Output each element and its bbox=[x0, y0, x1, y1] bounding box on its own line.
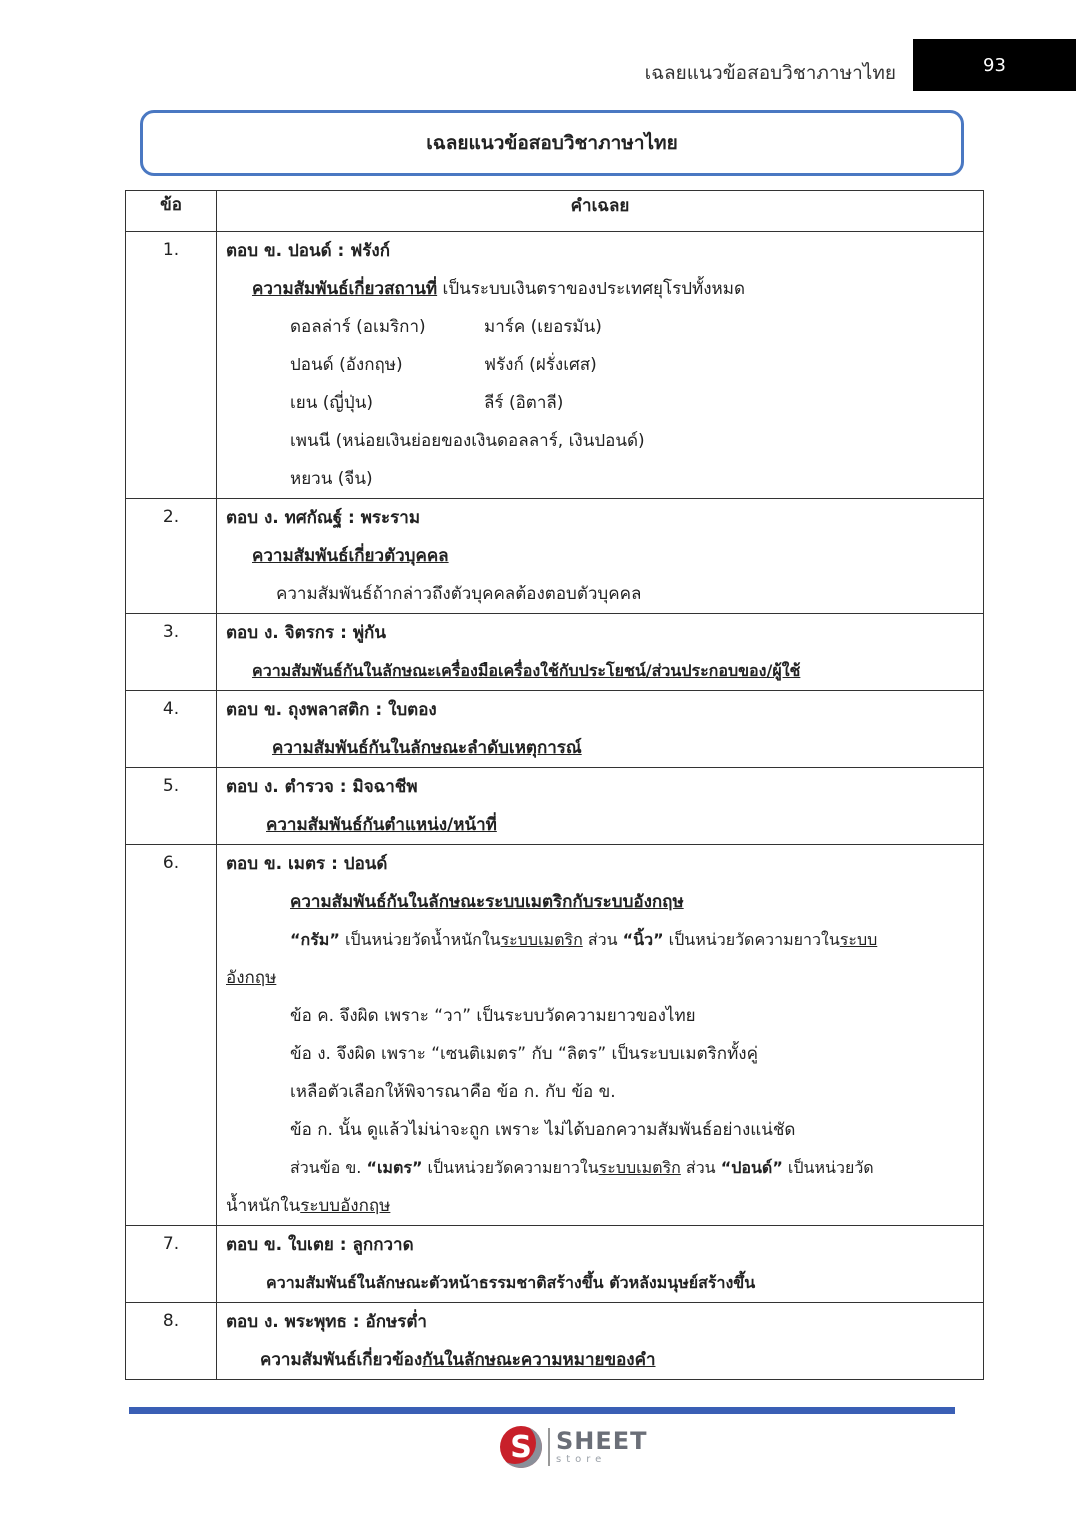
explanation-text: ระบบ bbox=[839, 930, 878, 949]
answer-line: ตอบ ข. ใบเตย : ลูกกวาด bbox=[226, 1235, 414, 1255]
explanation-text: เป็นหน่วยวัด bbox=[782, 1158, 874, 1177]
table-row bbox=[126, 1226, 984, 1303]
currency-item: ลีร์ (อิตาลี) bbox=[484, 393, 564, 413]
explanation-text: ระบบอังกฤษ bbox=[300, 1196, 391, 1216]
term-inch: “นิ้ว” bbox=[622, 930, 664, 949]
table-row bbox=[126, 845, 984, 1226]
explanation-line bbox=[226, 1149, 975, 1187]
currency-item: เพนนี (หน่อยเงินย่อยของเงินดอลลาร์, เงินปอนด์) bbox=[290, 431, 645, 451]
relation-label: ความสัมพันธ์ในลักษณะตัวหน้าธรรมชาติสร้างขึ้น ตัวหลังมนุษย์สร้างขึ้น bbox=[266, 1273, 756, 1292]
answer-line: ตอบ ง. ทศกัณฐ์ : พระราม bbox=[226, 508, 421, 528]
row-answer bbox=[217, 1303, 984, 1380]
page-number: 93 bbox=[913, 39, 1076, 91]
answer-line: ตอบ ง. ตำรวจ : มิจฉาชีพ bbox=[226, 777, 418, 797]
row-answer bbox=[217, 1226, 984, 1303]
note-line: ความสัมพันธ์ถ้ากล่าวถึงตัวบุคคลต้องตอบตัวบุคคล bbox=[276, 584, 642, 604]
table-row bbox=[126, 614, 984, 691]
row-number: 5. bbox=[126, 768, 217, 845]
table-header-row bbox=[126, 191, 984, 232]
row-number: 4. bbox=[126, 691, 217, 768]
term-meter: “เมตร” bbox=[366, 1158, 423, 1177]
relation-label: ความสัมพันธ์กันในลักษณะเครื่องมือเครื่องใช้กับประโยชน์/ส่วนประกอบของ/ผู้ใช้ bbox=[252, 661, 801, 680]
relation-label: ความสัมพันธ์เกี่ยวสถานที่ bbox=[252, 279, 438, 299]
explanation-line: ข้อ ง. จึงผิด เพราะ “เซนติเมตร” กับ “ลิตร” เป็นระบบเมตริกทั้งคู่ bbox=[290, 1044, 758, 1064]
footer-bar bbox=[129, 1407, 955, 1414]
table-row bbox=[126, 1303, 984, 1380]
explanation-line: ข้อ ก. นั้น ดูแล้วไม่น่าจะถูก เพราะ ไม่ได้บอกความสัมพันธ์อย่างแน่ชัด bbox=[290, 1120, 796, 1140]
explanation-text: ระบบเมตริก bbox=[598, 1158, 681, 1177]
explanation-text: ส่วน bbox=[680, 1158, 721, 1177]
answer-line: ตอบ ข. ปอนด์ : ฟรังก์ bbox=[226, 241, 391, 261]
title-text: เฉลยแนวข้อสอบวิชาภาษาไทย bbox=[426, 132, 678, 154]
row-answer bbox=[217, 768, 984, 845]
relation-label: ความสัมพันธ์กันในลักษณะลำดับเหตุการณ์ bbox=[272, 738, 582, 758]
header-title: เฉลยแนวข้อสอบวิชาภาษาไทย bbox=[644, 62, 896, 84]
row-number: 3. bbox=[126, 614, 217, 691]
currency-pair bbox=[226, 308, 975, 346]
answer-line: ตอบ ข. เมตร : ปอนด์ bbox=[226, 854, 388, 874]
explanation-line bbox=[226, 921, 975, 959]
relation-text: เป็นระบบเงินตราของประเทศยุโรปทั้งหมด bbox=[437, 279, 745, 299]
relation-text: กันในลักษณะความหมายของคำ bbox=[422, 1350, 656, 1370]
currency-item: เยน (ญี่ปุ่น) bbox=[290, 393, 373, 413]
explanation-text: เป็นหน่วยวัดความยาวใน bbox=[663, 930, 840, 949]
relation-label: ความสัมพันธ์เกี่ยวตัวบุคคล bbox=[252, 546, 449, 566]
explanation-line: อังกฤษ bbox=[226, 968, 277, 988]
currency-pair bbox=[226, 384, 975, 422]
relation-label bbox=[226, 1341, 975, 1379]
logo-icon: S bbox=[500, 1426, 542, 1468]
row-answer bbox=[217, 691, 984, 768]
sheet-store-logo bbox=[500, 1426, 648, 1468]
currency-pair bbox=[226, 346, 975, 384]
table-row bbox=[126, 691, 984, 768]
table-row bbox=[126, 768, 984, 845]
currency-item: มาร์ค (เยอรมัน) bbox=[484, 317, 602, 337]
explanation-text: เป็นหน่วยวัดความยาวใน bbox=[422, 1158, 599, 1177]
row-answer bbox=[217, 232, 984, 499]
currency-item: หยวน (จีน) bbox=[290, 469, 373, 489]
table-row bbox=[126, 499, 984, 614]
explanation-text: ส่วนข้อ ข. bbox=[290, 1158, 367, 1177]
title-box bbox=[140, 110, 964, 176]
relation-line bbox=[226, 270, 975, 308]
row-number: 6. bbox=[126, 845, 217, 1226]
row-number: 2. bbox=[126, 499, 217, 614]
logo-brand-sub: store bbox=[556, 1454, 607, 1465]
logo-divider bbox=[548, 1428, 550, 1466]
table-row bbox=[126, 232, 984, 499]
explanation-line: เหลือตัวเลือกให้พิจารณาคือ ข้อ ก. กับ ข้อ ข. bbox=[290, 1082, 616, 1102]
answer-line: ตอบ ง. พระพุทธ : อักษรต่ำ bbox=[226, 1312, 427, 1332]
explanation-line bbox=[226, 1187, 975, 1225]
row-answer bbox=[217, 499, 984, 614]
row-answer bbox=[217, 845, 984, 1226]
relation-text: ความสัมพันธ์เกี่ยวข้อง bbox=[260, 1350, 423, 1370]
row-number: 1. bbox=[126, 232, 217, 499]
term-pound: “ปอนด์” bbox=[720, 1158, 783, 1177]
explanation-text: น้ำหนักใน bbox=[226, 1196, 301, 1216]
answer-table bbox=[125, 190, 984, 1380]
col-header-answer: คำเฉลย bbox=[217, 191, 984, 232]
relation-label: ความสัมพันธ์กันตำแหน่ง/หน้าที่ bbox=[266, 815, 497, 835]
row-number: 8. bbox=[126, 1303, 217, 1380]
row-answer bbox=[217, 614, 984, 691]
answer-line: ตอบ ง. จิตรกร : พู่กัน bbox=[226, 623, 386, 643]
row-number: 7. bbox=[126, 1226, 217, 1303]
logo-text bbox=[556, 1429, 648, 1465]
col-header-number: ข้อ bbox=[126, 191, 217, 232]
relation-label: ความสัมพันธ์กันในลักษณะระบบเมตริกกับระบบอังกฤษ bbox=[290, 892, 684, 912]
currency-item: ปอนด์ (อังกฤษ) bbox=[290, 355, 403, 375]
term-gram: “กรัม” bbox=[290, 930, 340, 949]
answer-line: ตอบ ข. ถุงพลาสติก : ใบตอง bbox=[226, 700, 437, 720]
currency-item: ฟรังก์ (ฝรั่งเศส) bbox=[484, 355, 597, 375]
explanation-text: ส่วน bbox=[582, 930, 623, 949]
logo-brand: SHEET bbox=[556, 1427, 648, 1455]
explanation-text: เป็นหน่วยวัดน้ำหนักใน bbox=[339, 930, 501, 949]
explanation-line: ข้อ ค. จึงผิด เพราะ “วา” เป็นระบบวัดความยาวของไทย bbox=[290, 1006, 696, 1026]
explanation-text: ระบบเมตริก bbox=[500, 930, 583, 949]
currency-item: ดอลล่าร์ (อเมริกา) bbox=[290, 317, 426, 337]
